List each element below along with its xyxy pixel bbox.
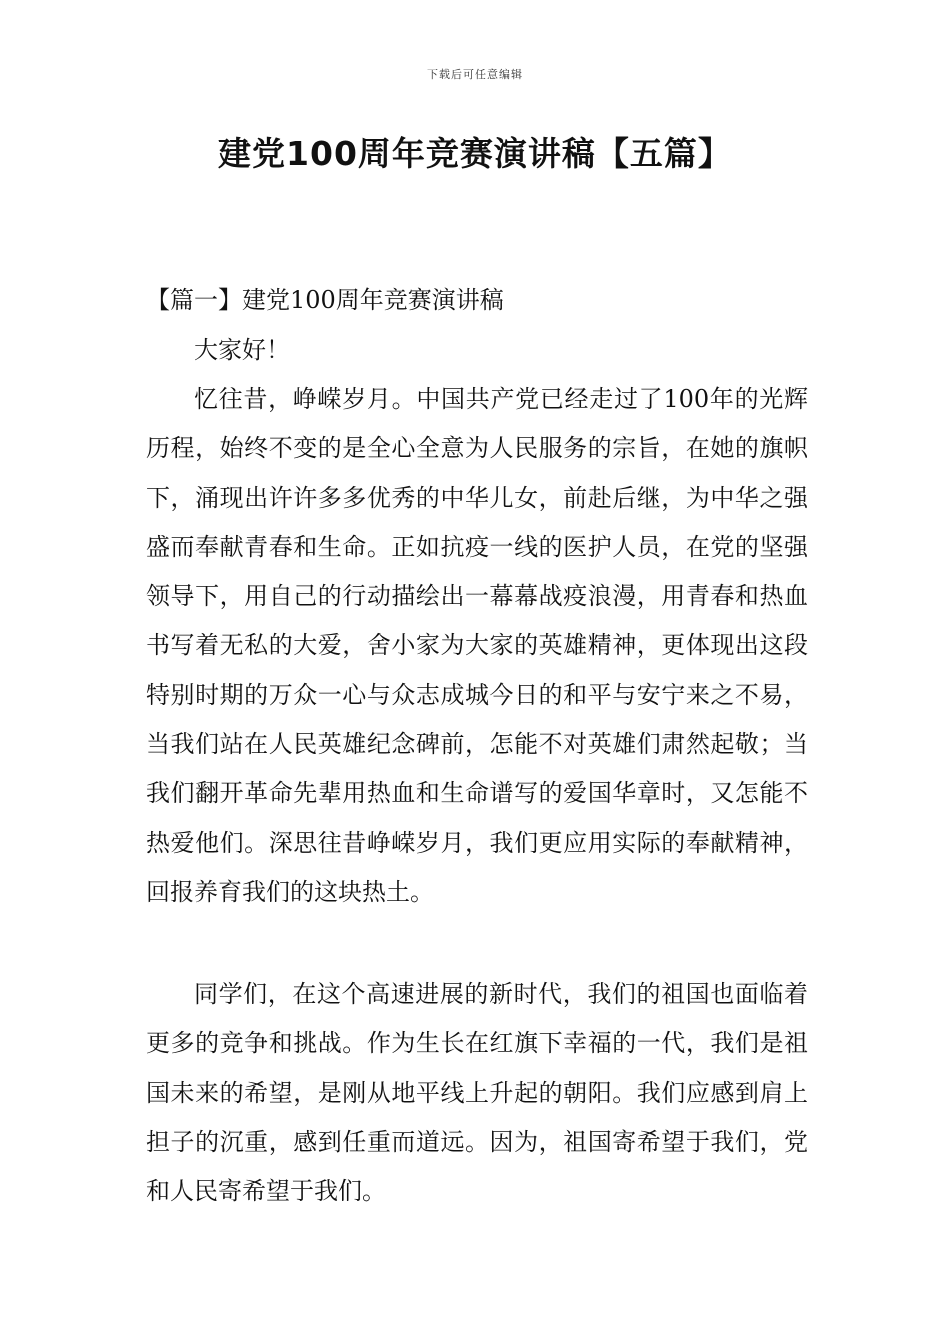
greeting-text: 大家好！	[194, 336, 290, 364]
document-title: 建党100周年竞赛演讲稿【五篇】	[218, 134, 732, 173]
page-header-note: 下载后可任意编辑	[427, 68, 523, 81]
body-paragraph-2: 同学们，在这个高速进展的新时代，我们的祖国也面临着更多的竞争和挑战。作为生长在红旗下幸福的一代，我们是祖国未来的希望，是刚从地平线上升起的朝阳。我们应感到肩上担子的沉重，感到任重而道远。因为，祖国寄希望于我们，党和人民寄希望于我们。	[146, 980, 808, 1206]
body-paragraph-1: 忆往昔，峥嵘岁月。中国共产党已经走过了100年的光辉历程，始终不变的是全心全意为人民服务的宗旨，在她的旗帜下，涌现出许许多多优秀的中华儿女，前赴后继，为中华之强盛而奉献青春和生命。正如抗疫一线的医护人员，在党的坚强领导下，用自己的行动描绘出一幕幕战疫浪漫，用青春和热血书写着无私的大爱，舍小家为大家的英雄精神，更体现出这段特别时期的万众一心与众志成城今日的和平与安宁来之不易，当我们站在人民英雄纪念碑前，怎能不对英雄们肃然起敬；当我们翻开革命先辈用热血和生命谱写的爱国华章时，又怎能不热爱他们。深思往昔峥嵘岁月，我们更应用实际的奉献精神，回报养育我们的这块热土。	[146, 385, 808, 906]
section-heading: 【篇一】建党100周年竞赛演讲稿	[146, 286, 504, 314]
